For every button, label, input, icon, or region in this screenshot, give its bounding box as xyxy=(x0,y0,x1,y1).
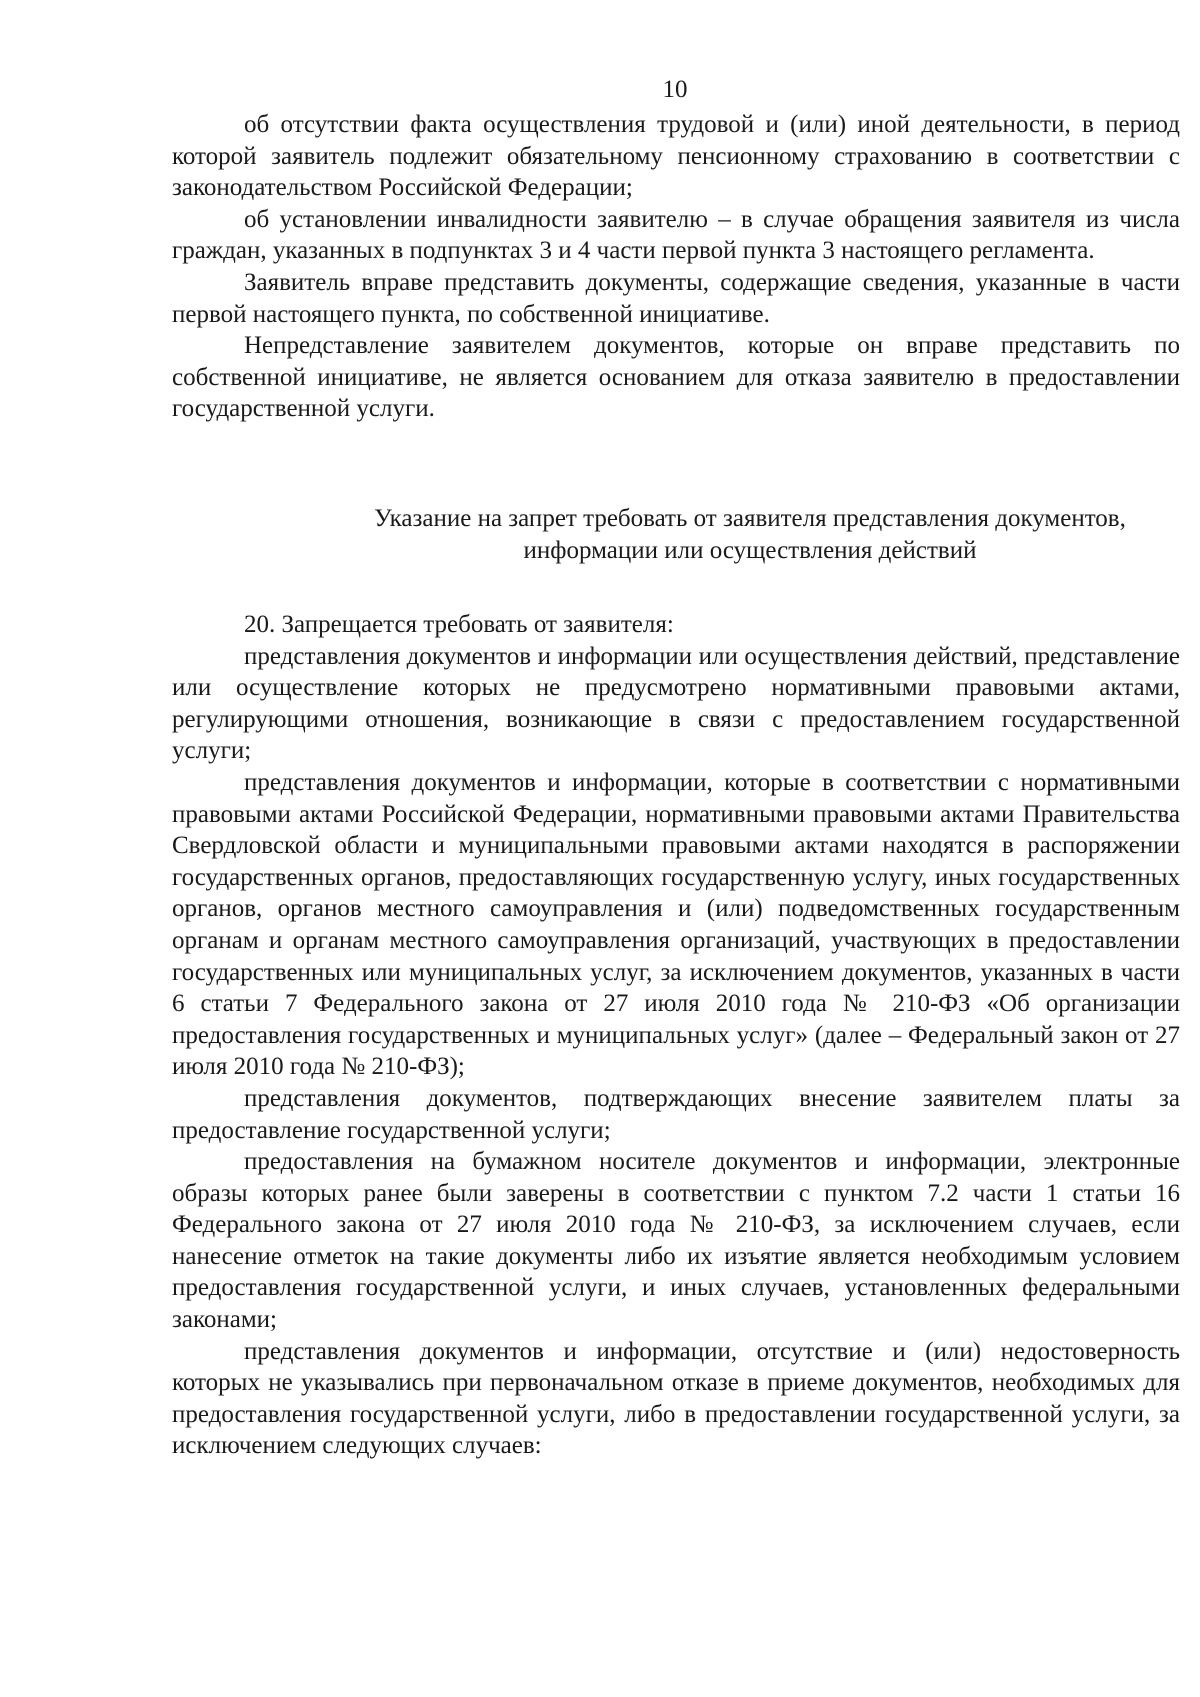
paragraph: представления документов и информации, которые в соответствии с нормативными правовыми актами Российской Федерации, нормативными правовыми актами Правительства Свердловской области и муниципальными правовыми актами находятся в распоряжении государственных органов, предоставляющих государственную услугу, иных государственных органов, органов местного самоуправления и (или) подведомственных государственным органам и органам местного самоуправления организаций, участвующих в предоставлении государственных или муниципальных услуг, за исключением документов, указанных в части 6 статьи 7 Федерального закона от 27 июля 2010 года № 210-ФЗ «Об организации предоставления государственных и муниципальных услуг» (далее – Федеральный закон от 27 июля 2010 года № 210-ФЗ); xyxy=(172,768,1180,1081)
paragraph: 20. Запрещается требовать от заявителя: xyxy=(244,611,674,638)
paragraph: об отсутствии факта осуществления трудовой и (или) иной деятельности, в период которой заявитель подлежит обязательному пенсионному страхованию в соответствии с законодательством Российской Федерации; xyxy=(172,111,1180,202)
paragraph: Заявитель вправе представить документы, содержащие сведения, указанные в части первой настоящего пункта, по собственной инициативе. xyxy=(172,268,1180,328)
text-block-bottom xyxy=(172,609,1180,1462)
paragraph: об установлении инвалидности заявителю – в случае обращения заявителя из числа граждан, указанных в подпунктах 3 и 4 части первой пункта 3 настоящего регламента. xyxy=(172,205,1180,265)
text-block-top xyxy=(172,109,1180,425)
section-heading: Указание на запрет требовать от заявителя представления документов, информации или осуществления действий xyxy=(374,505,1126,564)
page-number: 10 xyxy=(662,76,688,103)
paragraph: представления документов и информации, отсутствие и (или) недостоверность которых не указывались при первоначальном отказе в приеме документов, необходимых для предоставления государственной услуги, либо в предоставлении государственной услуги, за исключением следующих случаев: xyxy=(172,1337,1180,1460)
paragraph: представления документов и информации или осуществления действий, представление или осуществление которых не предусмотрено нормативными правовыми актами, регулирующими отношения, возникающие в связи с предоставлением государственной услуги; xyxy=(172,642,1180,765)
paragraph: предоставления на бумажном носителе документов и информации, электронные образы которых ранее были заверены в соответствии с пунктом 7.2 части 1 статьи 16 Федерального закона от 27 июля 2010 года № 210-ФЗ, за исключением случаев, если нанесение отметок на такие документы либо их изъятие является необходимым условием предоставления государственной услуги, и иных случаев, установленных федеральными законами; xyxy=(172,1148,1180,1334)
paragraph: Непредставление заявителем документов, которые он вправе представить по собственной инициативе, не является основанием для отказа заявителю в предоставлении государственной услуги. xyxy=(172,332,1180,423)
paragraph: представления документов, подтверждающих внесение заявителем платы за предоставление государственной услуги; xyxy=(172,1084,1180,1144)
